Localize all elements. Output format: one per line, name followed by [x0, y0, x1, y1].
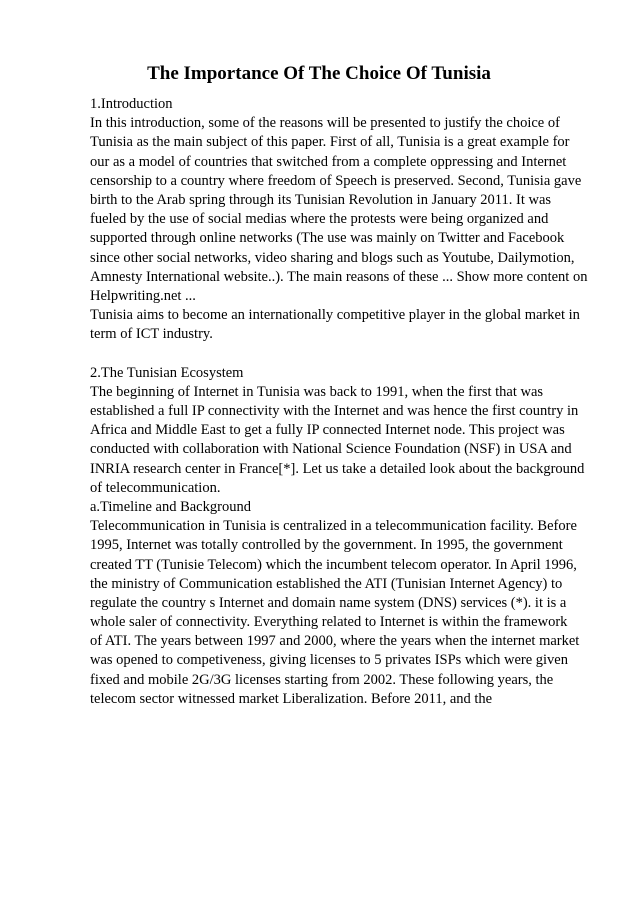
text-line: 1.Introduction	[90, 96, 173, 112]
text-line: birth to the Arab spring through its Tunisian Revolution in January 2011. It was	[90, 191, 552, 208]
document-body	[90, 95, 590, 709]
text-line: was opened to competiveness, giving licenses to 5 privates ISPs which were given	[90, 652, 568, 669]
text-line: established a full IP connectivity with the Internet and was hence the first country in	[90, 403, 579, 419]
text-line: a.Timeline and Background	[90, 498, 251, 515]
text-line: created TT (Tunisie Telecom) which the incumbent telecom operator. In April 1996,	[90, 556, 577, 573]
text-line: Helpwriting.net ...	[90, 287, 196, 304]
text-line: Tunisia aims to become an internationally competitive player in the global market in	[90, 307, 580, 324]
text-line: Tunisia as the main subject of this paper. First of all, Tunisia is a great example for	[90, 134, 570, 151]
text-line: of telecommunication.	[90, 479, 221, 496]
text-line: In this introduction, some of the reasons will be presented to justify the choice of	[90, 115, 560, 132]
text-line: Telecommunication in Tunisia is centralized in a telecommunication facility. Before	[90, 518, 577, 535]
text-line: our as a model of countries that switched from a complete oppressing and Internet	[90, 153, 567, 170]
text-line: telecom sector witnessed market Liberalization. Before 2011, and the	[90, 690, 493, 707]
text-line: fueled by the use of social medias where the protests were being organized and	[90, 211, 549, 228]
text-line: term of ICT industry.	[90, 326, 213, 343]
text-line: supported through online networks (The use was mainly on Twitter and Facebook	[90, 230, 565, 247]
text-line: censorship to a country where freedom of Speech is preserved. Second, Tunisia gave	[90, 172, 582, 189]
text-line: Amnesty International website..). The main reasons of these ... Show more content on	[90, 268, 588, 285]
text-line: conducted with collaboration with National Science Foundation (NSF) in USA and	[90, 441, 572, 458]
text-line: 1995, Internet was totally controlled by the government. In 1995, the government	[90, 537, 563, 554]
text-line: whole saler of connectivity. Everything related to Internet is within the framework	[90, 614, 568, 631]
text-line: 2.The Tunisian Ecosystem	[90, 364, 244, 381]
text-line: Africa and Middle East to get a fully IP connected Internet node. This project was	[90, 422, 565, 439]
text-line: regulate the country s Internet and domain name system (DNS) services (*). it is a	[90, 594, 567, 611]
text-line: The beginning of Internet in Tunisia was back to 1991, when the first that was	[90, 383, 544, 400]
text-line: fixed and mobile 2G/3G licenses starting from 2002. These following years, the	[90, 671, 554, 688]
text-line: the ministry of Communication established the ATI (Tunisian Internet Agency) to	[90, 575, 563, 592]
text-line: of ATI. The years between 1997 and 2000, where the years when the internet market	[90, 633, 580, 650]
text-line: since other social networks, video sharing and blogs such as Youtube, Dailymotion,	[90, 249, 575, 266]
page-title: The Importance Of The Choice Of Tunisia	[147, 63, 491, 84]
blank-line	[90, 344, 590, 363]
text-line: INRIA research center in France[*]. Let us take a detailed look about the background	[90, 460, 585, 477]
